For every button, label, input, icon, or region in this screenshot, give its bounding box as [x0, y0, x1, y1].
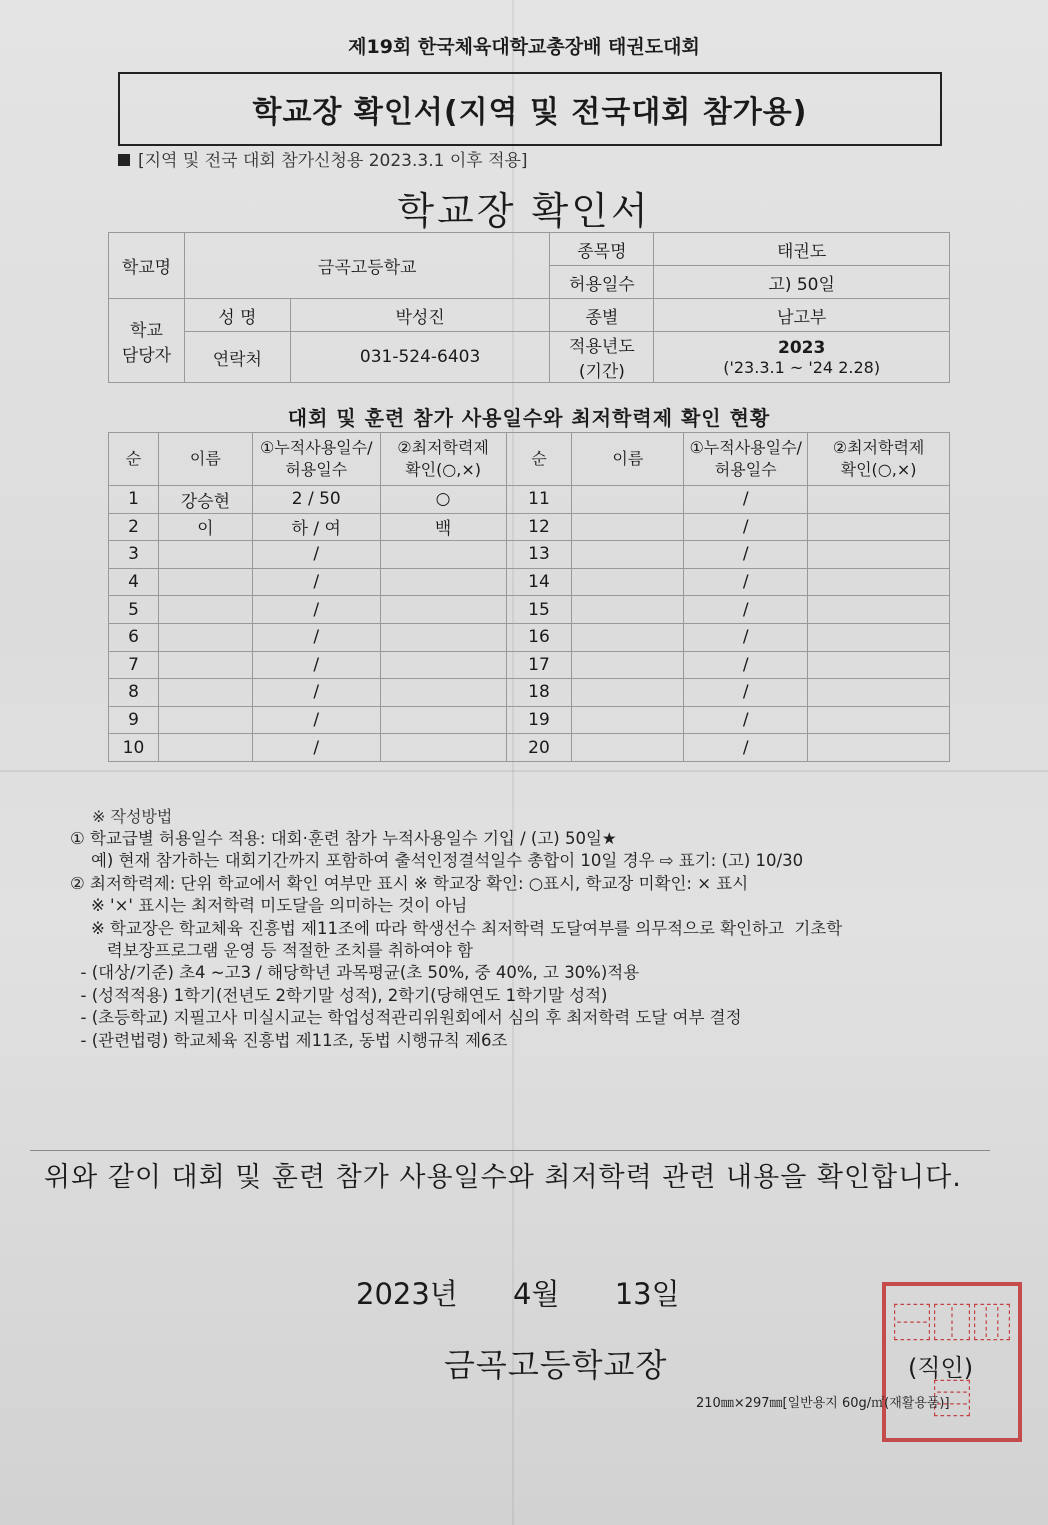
cell-name	[158, 734, 252, 762]
cell-no: 9	[109, 706, 159, 734]
cell-name: 강승현	[158, 486, 252, 514]
divider	[30, 1150, 990, 1151]
table-row	[109, 568, 950, 596]
cell-name	[572, 568, 684, 596]
sport-value: 태권도	[654, 233, 950, 266]
cell-name	[158, 596, 252, 624]
cell-days: /	[684, 734, 808, 762]
principal-name: 금곡고등학교장	[444, 1346, 668, 1384]
cell-check	[380, 651, 506, 679]
cell-name	[158, 651, 252, 679]
instruction-line: ② 최저학력제: 단위 학교에서 확인 여부만 표시 ※ 학교장 확인: ○표시, 학교장 미확인: × 표시	[70, 873, 749, 893]
col-check-line1: ②최저학력제	[397, 438, 489, 457]
seal-glyph-2: ⿰	[932, 1301, 972, 1347]
cell-check	[808, 513, 950, 541]
instruction-line: - (성적적용) 1학기(전년도 2학기말 성적), 2학기(당해연도 1학기말 성적)	[70, 985, 608, 1005]
cell-no: 12	[506, 513, 572, 541]
cell-name: 이	[158, 513, 252, 541]
cell-check	[808, 706, 950, 734]
cell-name	[572, 513, 684, 541]
allowed-days-label: 허용일수	[550, 266, 654, 299]
cell-no: 7	[109, 651, 159, 679]
instruction-line: ※ 학교장은 학교체육 진흥법 제11조에 따라 학생선수 최저학력 도달여부를 의무적으로 확인하고 기초학	[70, 918, 843, 938]
manager-label	[109, 299, 185, 383]
col-check-line1: ②최저학력제	[832, 438, 925, 457]
cell-no: 20	[506, 734, 572, 762]
col-check-left	[380, 433, 506, 486]
cell-days: /	[252, 651, 380, 679]
square-bullet-icon	[118, 154, 130, 166]
cell-no: 1	[109, 486, 159, 514]
status-table	[108, 432, 950, 762]
certificate-title: 학교장 확인서	[397, 189, 651, 233]
cell-days: /	[252, 734, 380, 762]
cell-days: /	[684, 541, 808, 569]
col-days-left	[252, 433, 380, 486]
table-row	[109, 486, 950, 514]
cell-no: 11	[506, 486, 572, 514]
paper-size-note: 210㎜×297㎜[일반용지 60g/㎡(재활용품)]	[696, 1396, 950, 1411]
year-value-text: 2023	[777, 337, 826, 358]
cell-days: /	[684, 623, 808, 651]
col-check-line2: 확인(○,×)	[405, 460, 482, 479]
instruction-line: - (대상/기준) 초4 ~고3 / 해당학년 과목평균(초 50%, 중 40%, 고 30%)적용	[70, 963, 640, 983]
table-row	[109, 679, 950, 707]
instruction-line: 력보장프로그램 운영 등 적절한 조치를 취하여야 함	[70, 941, 473, 961]
instruction-line: ※ '×' 표시는 최저학력 미도달을 의미하는 것이 아님	[70, 896, 468, 916]
cell-no: 19	[506, 706, 572, 734]
instruction-line: - (관련법령) 학교체육 진흥법 제11조, 동법 시행규칙 제6조	[70, 1030, 508, 1050]
issue-month: 4월	[513, 1277, 560, 1311]
cell-no: 13	[506, 541, 572, 569]
cell-days: /	[252, 623, 380, 651]
cell-no: 15	[506, 596, 572, 624]
cell-days: /	[684, 706, 808, 734]
issue-year: 2023년	[356, 1277, 458, 1311]
cell-days: /	[684, 596, 808, 624]
table-row	[109, 513, 950, 541]
cell-name	[572, 651, 684, 679]
cell-days: /	[252, 541, 380, 569]
col-name-left: 이름	[158, 433, 252, 486]
application-note-text: [지역 및 전국 대회 참가신청용 2023.3.1 이후 적용]	[138, 151, 528, 171]
seal-label: (직인)	[908, 1354, 974, 1382]
col-name-right: 이름	[572, 433, 684, 486]
cell-name	[158, 679, 252, 707]
table-row	[109, 651, 950, 679]
division-value: 남고부	[654, 299, 950, 332]
fold-crease-horizontal	[0, 770, 1048, 772]
instructions-list	[70, 828, 970, 1052]
cell-name	[572, 486, 684, 514]
instruction-line: - (초등학교) 지필고사 미실시교는 학업성적관리위원회에서 심의 후 최저학력 도달 여부 결정	[70, 1008, 742, 1028]
cell-check: ○	[380, 486, 506, 514]
cell-no: 10	[109, 734, 159, 762]
allowed-days-value: 고) 50일	[654, 266, 950, 299]
contact-label: 연락처	[184, 332, 290, 383]
cell-check: 백	[380, 513, 506, 541]
cell-name	[572, 734, 684, 762]
cell-days: /	[684, 651, 808, 679]
instructions-heading: ※ 작성방법	[92, 807, 173, 826]
cell-days: /	[684, 513, 808, 541]
cell-no: 5	[109, 596, 159, 624]
year-label-line1: 적용년도	[569, 337, 635, 357]
col-check-line2: 확인(○,×)	[840, 460, 917, 479]
cell-check	[380, 679, 506, 707]
col-check-right	[808, 433, 950, 486]
col-no-right: 순	[506, 433, 572, 486]
cell-no: 18	[506, 679, 572, 707]
cell-no: 17	[506, 651, 572, 679]
table-row	[109, 706, 950, 734]
name-label: 성 명	[184, 299, 290, 332]
cell-check	[380, 568, 506, 596]
year-label	[550, 332, 654, 383]
issue-day: 13일	[614, 1277, 680, 1311]
cell-no: 4	[109, 568, 159, 596]
status-table-title: 대회 및 훈련 참가 사용일수와 최저학력제 확인 현황	[287, 406, 771, 430]
col-days-right	[684, 433, 808, 486]
cell-check	[808, 623, 950, 651]
table-row	[109, 734, 950, 762]
cell-check	[808, 568, 950, 596]
cell-check	[380, 623, 506, 651]
instruction-line: 예) 현재 참가하는 대회기간까지 포함하여 출석인정결석일수 총합이 10일 경우 ⇨ 표기: (고) 10/30	[70, 851, 804, 871]
cell-check	[808, 651, 950, 679]
cell-name	[572, 706, 684, 734]
cell-days: /	[252, 679, 380, 707]
status-header-row	[109, 433, 950, 486]
cell-name	[572, 623, 684, 651]
cell-check	[808, 541, 950, 569]
division-label: 종별	[550, 299, 654, 332]
cell-check	[808, 679, 950, 707]
seal-glyph-4: ⿳	[932, 1377, 972, 1423]
manager-label-line1: 학교	[130, 320, 163, 341]
instruction-line: ① 학교급별 허용일수 적용: 대회·훈련 참가 누적사용일수 기입 / (고) 50일★	[70, 829, 617, 848]
cell-days: /	[252, 706, 380, 734]
application-note	[118, 146, 528, 171]
year-label-line2: (기간)	[578, 362, 625, 382]
table-row	[109, 541, 950, 569]
col-days-line2: 허용일수	[285, 460, 348, 479]
cell-no: 3	[109, 541, 159, 569]
cell-no: 6	[109, 623, 159, 651]
period-value: ('23.3.1 ~ '24 2.28)	[723, 357, 881, 377]
year-value	[654, 332, 950, 383]
cell-days: 2 / 50	[252, 486, 380, 514]
name-value: 박성진	[290, 299, 550, 332]
cell-no: 16	[506, 623, 572, 651]
school-name-label: 학교명	[109, 233, 185, 299]
cell-check	[380, 734, 506, 762]
school-name-value: 금곡고등학교	[184, 233, 550, 299]
cell-name	[572, 541, 684, 569]
confirmation-text: 위와 같이 대회 및 훈련 참가 사용일수와 최저학력 관련 내용을 확인합니다.	[44, 1162, 962, 1193]
cell-days: /	[684, 679, 808, 707]
table-row	[109, 596, 950, 624]
seal-glyph-3: ⿲	[972, 1301, 1012, 1347]
cell-no: 8	[109, 679, 159, 707]
form-title-box: 학교장 확인서(지역 및 전국대회 참가용)	[118, 72, 942, 146]
col-days-line2: 허용일수	[714, 460, 777, 479]
cell-days: /	[684, 486, 808, 514]
school-info-table	[108, 232, 950, 383]
cell-name	[572, 596, 684, 624]
cell-no: 14	[506, 568, 572, 596]
cell-check	[808, 486, 950, 514]
cell-check	[808, 596, 950, 624]
contact-value: 031-524-6403	[290, 332, 550, 383]
cell-check	[808, 734, 950, 762]
cell-name	[158, 568, 252, 596]
cell-name	[158, 541, 252, 569]
cell-no: 2	[109, 513, 159, 541]
cell-check	[380, 541, 506, 569]
manager-label-line2: 담당자	[121, 345, 172, 366]
col-no-left: 순	[109, 433, 159, 486]
cell-check	[380, 596, 506, 624]
cell-name	[158, 623, 252, 651]
table-row	[109, 623, 950, 651]
seal-glyph-1: ⿱	[892, 1301, 932, 1347]
cell-check	[380, 706, 506, 734]
event-title: 제19회 한국체육대학교총장배 태권도대회	[348, 36, 700, 58]
issue-date	[356, 1272, 726, 1313]
col-days-line1: ①누적사용일수/	[260, 438, 373, 457]
cell-name	[572, 679, 684, 707]
cell-days: 하 / 여	[252, 513, 380, 541]
cell-days: /	[252, 568, 380, 596]
cell-days: /	[252, 596, 380, 624]
cell-name	[158, 706, 252, 734]
col-days-line1: ①누적사용일수/	[689, 438, 802, 457]
sport-label: 종목명	[550, 233, 654, 266]
cell-days: /	[684, 568, 808, 596]
